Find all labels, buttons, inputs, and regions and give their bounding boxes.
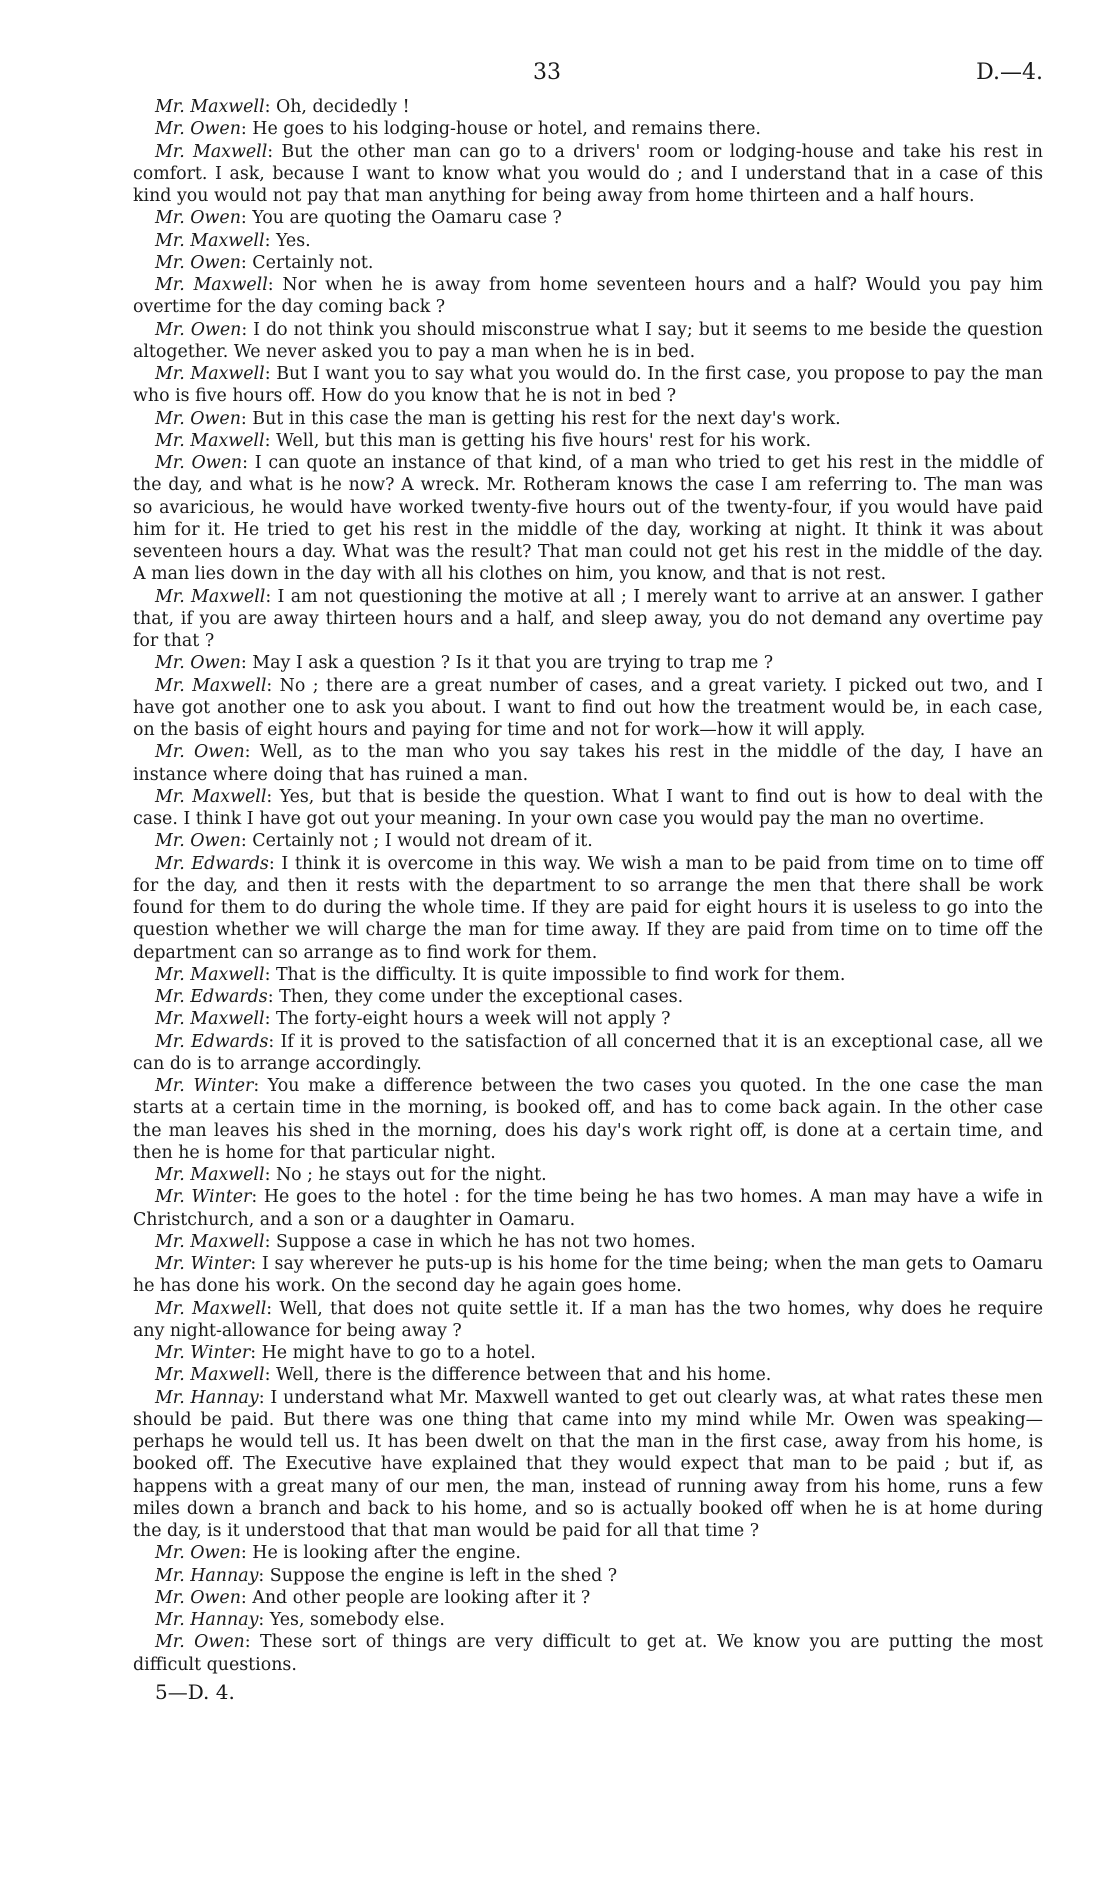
speaker-name: Mr. Winter — [155, 1343, 251, 1363]
speaker-name: Mr. Hannay — [155, 1565, 259, 1586]
transcript-paragraph — [133, 1031, 1043, 1076]
speech-text: : Certainly not ; I would not dream of it. — [240, 831, 593, 852]
speech-text: : Nor when he is away from home seventeen hours and a half? Would you pay him overtime for the day coming back ? — [133, 275, 1043, 318]
transcript-paragraph — [133, 118, 1043, 140]
speaker-name: Mr. Hannay — [155, 1387, 259, 1408]
speaker-name: Mr. Maxwell — [155, 1365, 265, 1386]
speaker-name: Mr. Maxwell — [155, 964, 265, 985]
transcript-paragraph — [133, 408, 1043, 430]
speaker-name: Mr. Maxwell — [155, 364, 265, 384]
transcript-paragraph — [133, 252, 1043, 274]
speaker-name: Mr. Maxwell — [155, 675, 267, 696]
speech-text: : But the other man can go to a drivers' room or lodging-house and take his rest in comfort. I ask, because I want to know what you would do ; and I understand that in a case of this kind you would not pay that man anything for being away from home thirteen and a half hours. — [133, 141, 1043, 206]
speech-text: : I understand what Mr. Maxwell wanted to get out clearly was, at what rates these men should be paid. But there was one thing that came into my mind while Mr. Owen was speaking—perhaps he would tell us. It has been dwelt on that the man in the first case, away from his home, is booked off. The Executive have explained that they would expect that man to be paid ; but if, as happens with a great many of our men, the man, instead of running away from his home, runs a few miles down a branch and back to his home, and so is actually booked off when he is at home during the day, is it understood that that man would be paid for all that time ? — [133, 1387, 1043, 1541]
transcript-paragraph — [133, 786, 1043, 831]
speech-text: : Then, they come under the exceptional cases. — [267, 987, 684, 1007]
speech-text: : And other people are looking after it ? — [240, 1587, 591, 1608]
transcript-paragraph — [133, 853, 1043, 964]
speech-text: : Suppose the engine is left in the shed ? — [258, 1565, 618, 1586]
speech-text: : May I ask a question ? Is it that you are trying to trap me ? — [240, 653, 774, 674]
transcript-paragraph — [133, 207, 1043, 229]
speech-text: : Well, there is the difference between that and his home. — [264, 1365, 772, 1386]
speech-text: : Well, as to the man who you say takes his rest in the middle of the day, I have an instance where doing that has ruined a man. — [133, 742, 1043, 785]
page-header — [133, 52, 1043, 96]
transcript-paragraph — [133, 1542, 1043, 1564]
signature-reference: 5—D. 4. — [155, 1679, 235, 1704]
speech-text: : Well, but this man is getting his five hours' rest for his work. — [264, 430, 811, 451]
speaker-name: Mr. Hannay — [155, 1610, 259, 1630]
transcript-paragraph — [133, 1075, 1043, 1164]
speech-text: : These sort of things are very difficult to get at. We know you are putting the most difficult questions. — [133, 1632, 1043, 1675]
transcript-paragraph — [133, 430, 1043, 452]
page-number: 33 — [533, 60, 561, 85]
speech-text: : He goes to his lodging-house or hotel, and remains there. — [240, 119, 761, 140]
speaker-name: Mr. Owen — [155, 1632, 245, 1653]
speech-text: : Yes, somebody else. — [258, 1610, 445, 1630]
transcript-paragraph — [133, 1298, 1043, 1343]
speaker-name: Mr. Maxwell — [155, 141, 268, 162]
speech-text: : I say wherever he puts-up is his home for the time being; when the man gets to Oamaru he has done his work. On the second day he again goes home. — [133, 1254, 1043, 1297]
speaker-name: Mr. Owen — [155, 208, 241, 229]
speech-text: : I do not think you should misconstrue what I say; but it seems to me beside the question altogether. We never asked you to pay a man when he is in bed. — [133, 319, 1043, 362]
document-reference: D.—4. — [976, 60, 1043, 85]
speech-text: : I can quote an instance of that kind, of a man who tried to get his rest in the middle of the day, and what is he now? A wreck. Mr. Rotheram knows the case I am referring to. The man was so avaricious, he would have worked twenty-five hours out of the twenty-four, if you would have paid him for it. He tried to get his rest in the middle of the day, working at night. It think it was about seventeen hours a day. What was the result? That man could not get his rest in the middle of the day. A man lies down in the day with all his clothes on him, you know, and that is not rest. — [133, 453, 1043, 585]
speaker-name: Mr. Winter — [155, 1187, 252, 1208]
speaker-name: Mr. Maxwell — [155, 430, 265, 451]
transcript-paragraph — [133, 274, 1043, 319]
speaker-name: Mr. Maxwell — [155, 1165, 265, 1185]
speaker-name: Mr. Owen — [155, 831, 241, 852]
speech-text: : Certainly not. — [240, 252, 374, 273]
transcript-paragraph — [133, 1565, 1043, 1587]
speaker-name: Mr. Maxwell — [155, 230, 265, 251]
transcript-paragraph — [133, 586, 1043, 653]
speaker-name: Mr. Owen — [155, 1587, 241, 1608]
speaker-name: Mr. Edwards — [155, 987, 268, 1007]
speaker-name: Mr. Winter — [155, 1076, 254, 1096]
speaker-name: Mr. Owen — [155, 119, 241, 140]
speech-text: : I am not questioning the motive at all ; I merely want to arrive at an answer. I gather that, if you are away thirteen hours and a half, and sleep away, you do not demand any overtime pay for that ? — [133, 586, 1043, 651]
speech-text: : Oh, decidedly ! — [264, 97, 410, 117]
transcript-paragraph — [133, 1387, 1043, 1543]
speaker-name: Mr. Owen — [155, 252, 241, 273]
speech-text: : I think it is overcome in this way. We wish a man to be paid from time on to time off for the day, and then it rests with the department to so arrange the men that there shall be work found for them to do during the whole time. If they are paid for eight hours it is useless to go into the question whether we will charge the man for time away. If they are paid from time on to time off the department can so arrange as to find work for them. — [133, 853, 1043, 963]
speaker-name: Mr. Maxwell — [155, 586, 266, 607]
speech-text: : The forty-eight hours a week will not apply ? — [264, 1009, 671, 1030]
transcript-paragraph — [133, 741, 1043, 786]
transcript-paragraph — [133, 964, 1043, 986]
speaker-name: Mr. Owen — [155, 742, 245, 763]
transcript-paragraph — [133, 1008, 1043, 1030]
speaker-name: Mr. Owen — [155, 319, 242, 340]
transcript-paragraph — [133, 675, 1043, 742]
speaker-name: Mr. Owen — [155, 1543, 241, 1564]
speech-text: : Suppose a case in which he has not two homes. — [264, 1231, 696, 1252]
speaker-name: Mr. Owen — [155, 653, 241, 674]
speech-text: : Yes. — [264, 230, 311, 251]
speech-text: : He goes to the hotel : for the time being he has two homes. A man may have a wife in Christchurch, and a son or a daughter in Oamaru. — [133, 1187, 1043, 1230]
transcript-paragraph — [133, 986, 1043, 1008]
speech-text: : Well, that does not quite settle it. If a man has the two homes, why does he require any night-allowance for being away ? — [133, 1298, 1043, 1341]
transcript-paragraph — [133, 1342, 1043, 1364]
speech-text: : You make a difference between the two cases you quoted. In the one case the man starts at a certain time in the morning, is booked off, and has to come back again. In the other case the man leaves his shed in the morning, does his day's work right off, is done at a certain time, and then he is home for that particular night. — [133, 1076, 1043, 1163]
speaker-name: Mr. Maxwell — [155, 275, 268, 295]
transcript-paragraph — [133, 1164, 1043, 1186]
speech-text: : If it is proved to the satisfaction of all concerned that it is an exceptional case, all we can do is to arrange accordingly. — [133, 1031, 1043, 1074]
speaker-name: Mr. Maxwell — [155, 1298, 267, 1319]
speaker-name: Mr. Edwards — [155, 1031, 269, 1052]
speaker-name: Mr. Maxwell — [155, 1009, 265, 1030]
speaker-name: Mr. Owen — [155, 408, 241, 429]
speech-text: : You are quoting the Oamaru case ? — [240, 208, 562, 229]
transcript-paragraph — [133, 830, 1043, 852]
transcript-paragraph — [133, 1231, 1043, 1253]
speaker-name: Mr. Maxwell — [155, 97, 265, 117]
transcript-paragraph — [133, 141, 1043, 208]
transcript-paragraph — [133, 363, 1043, 408]
transcript-paragraph — [133, 1631, 1043, 1676]
transcript-paragraph — [133, 319, 1043, 364]
speaker-name: Mr. Winter — [155, 1254, 251, 1274]
speech-text: : No ; he stays out for the night. — [264, 1165, 547, 1185]
transcript-paragraph — [133, 1364, 1043, 1386]
document-page — [133, 52, 1043, 1704]
speaker-name: Mr. Maxwell — [155, 1231, 265, 1252]
transcript-paragraph — [133, 1186, 1043, 1231]
speaker-name: Mr. Maxwell — [155, 786, 267, 807]
speech-text: : He might have to go to a hotel. — [250, 1343, 536, 1363]
speech-text: : But I want you to say what you would do. In the first case, you propose to pay the man who is five hours off. How do you know that he is not in bed ? — [133, 364, 1043, 407]
speech-text: : Yes, but that is beside the question. What I want to find out is how to deal with the case. I think I have got out your meaning. In your own case you would pay the man no overtime. — [133, 786, 1043, 829]
transcript-body — [133, 96, 1043, 1676]
speech-text: : No ; there are a great number of cases, and a great variety. I picked out two, and I have got another one to ask you about. I want to find out how the treatment would be, in each case, on the basis of eight hours and paying for time and not for work—how it will apply. — [133, 675, 1043, 740]
transcript-paragraph — [133, 452, 1043, 586]
transcript-paragraph — [133, 96, 1043, 118]
speaker-name: Mr. Edwards — [155, 853, 269, 874]
speech-text: : But in this case the man is getting his rest for the next day's work. — [240, 408, 841, 429]
transcript-paragraph — [133, 1609, 1043, 1631]
transcript-paragraph — [133, 1253, 1043, 1298]
speech-text: : That is the difficulty. It is quite impossible to find work for them. — [264, 964, 846, 985]
transcript-paragraph — [133, 230, 1043, 252]
transcript-paragraph — [133, 1587, 1043, 1609]
transcript-paragraph — [133, 652, 1043, 674]
speech-text: : He is looking after the engine. — [240, 1543, 521, 1564]
speaker-name: Mr. Owen — [155, 453, 243, 473]
